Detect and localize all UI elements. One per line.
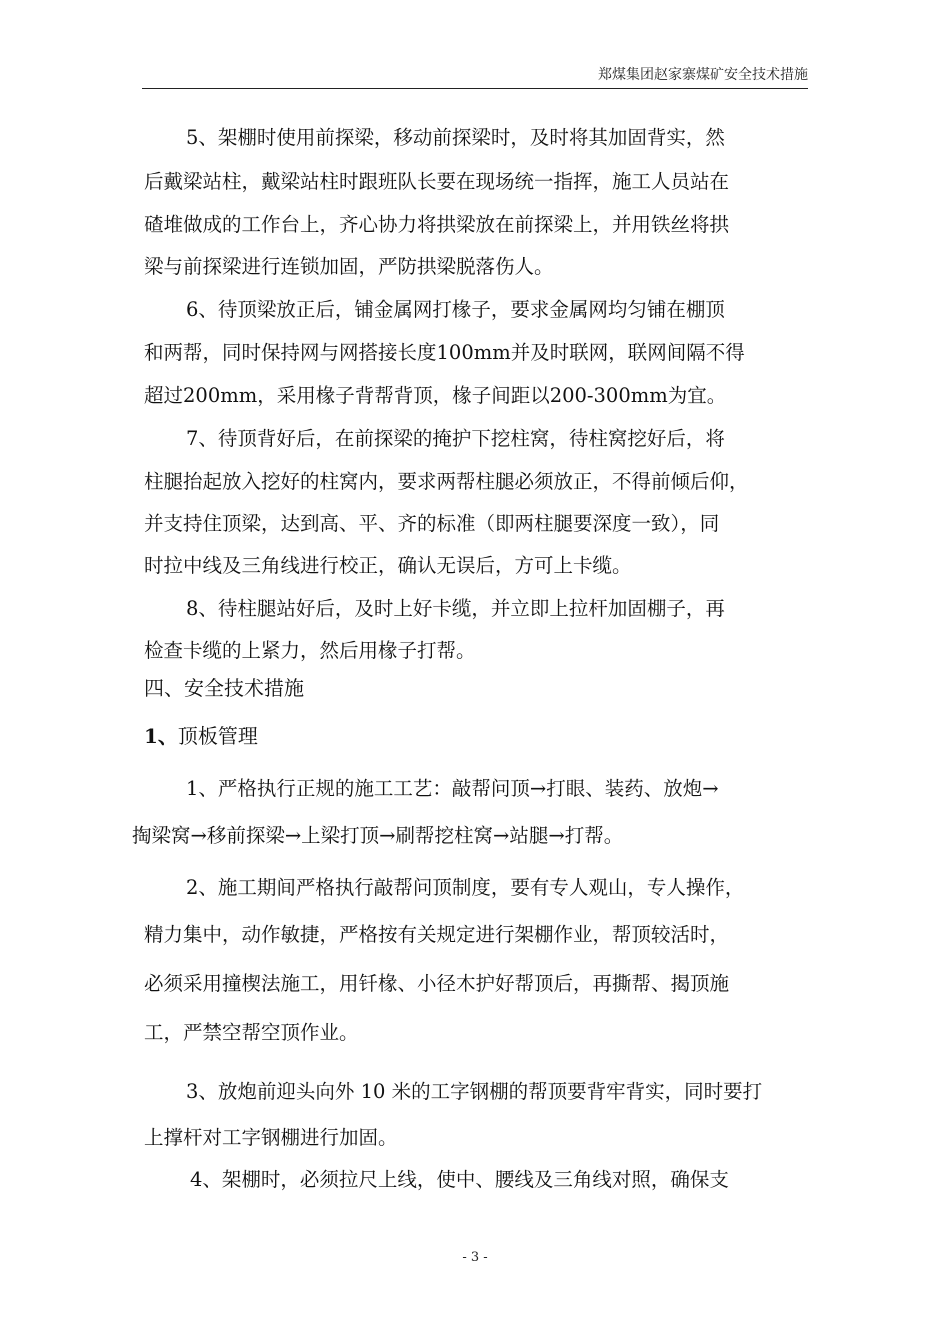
text-line: 精力集中，动作敏捷，严格按有关规定进行架棚作业，帮顶较活时， bbox=[144, 923, 730, 946]
text-line: 5、架棚时使用前探梁，移动前探梁时，及时将其加固背实，然 bbox=[186, 126, 725, 149]
text-line: 必须采用撞楔法施工，用钎椽、小径木护好帮顶后，再撕帮、揭顶施 bbox=[144, 972, 730, 995]
text-line: 检查卡缆的上紧力，然后用椽子打帮。 bbox=[144, 639, 476, 662]
text-line: 6、待顶梁放正后，铺金属网打椽子，要求金属网均匀铺在棚顶 bbox=[186, 298, 725, 321]
text-line: 和两帮，同时保持网与网搭接长度100mm并及时联网，联网间隔不得 bbox=[144, 341, 745, 364]
text-line: 后戴梁站柱，戴梁站柱时跟班队长要在现场统一指挥，施工人员站在 bbox=[144, 170, 730, 193]
page-number: - 3 - bbox=[462, 1250, 488, 1265]
text-line: 超过200mm，采用椽子背帮背顶，椽子间距以200-300mm为宜。 bbox=[144, 384, 727, 407]
subsection-title: 顶板管理 bbox=[177, 724, 258, 748]
text-line: 7、待顶背好后，在前探梁的掩护下挖柱窝，待柱窝挖好后，将 bbox=[186, 427, 725, 450]
text-line: 上撑杆对工字钢棚进行加固。 bbox=[144, 1126, 398, 1149]
text-line: 2、施工期间严格执行敲帮问顶制度，要有专人观山，专人操作， bbox=[186, 876, 745, 899]
text-line: 柱腿抬起放入挖好的柱窝内，要求两帮柱腿必须放正，不得前倾后仰， bbox=[144, 470, 749, 493]
section-heading: 四、安全技术措施 bbox=[144, 676, 304, 700]
text-line: 4、架棚时，必须拉尺上线，使中、腰线及三角线对照，确保支 bbox=[190, 1168, 729, 1191]
page-header bbox=[142, 64, 808, 89]
subsection-heading bbox=[144, 726, 258, 746]
text-line: 时拉中线及三角线进行校正，确认无误后，方可上卡缆。 bbox=[144, 554, 632, 577]
subsection-number: 1、 bbox=[144, 724, 178, 748]
text-line: 1、严格执行正规的施工工艺：敲帮问顶→打眼、装药、放炮→ bbox=[186, 777, 719, 800]
text-line: 梁与前探梁进行连锁加固，严防拱梁脱落伤人。 bbox=[144, 255, 554, 278]
text-line: 掏梁窝→移前探梁→上梁打顶→刷帮挖柱窝→站腿→打帮。 bbox=[132, 824, 624, 847]
text-line: 碴堆做成的工作台上，齐心协力将拱梁放在前探梁上，并用铁丝将拱 bbox=[144, 213, 730, 236]
header-title: 郑煤集团赵家寨煤矿安全技术措施 bbox=[598, 67, 808, 83]
text-line: 工，严禁空帮空顶作业。 bbox=[144, 1021, 359, 1044]
text-line: 8、待柱腿站好后，及时上好卡缆，并立即上拉杆加固棚子，再 bbox=[186, 597, 725, 620]
text-line: 并支持住顶梁，达到高、平、齐的标准（即两柱腿要深度一致），同 bbox=[144, 512, 720, 535]
text-line: 3、放炮前迎头向外 10 米的工字钢棚的帮顶要背牢背实，同时要打 bbox=[186, 1080, 763, 1103]
